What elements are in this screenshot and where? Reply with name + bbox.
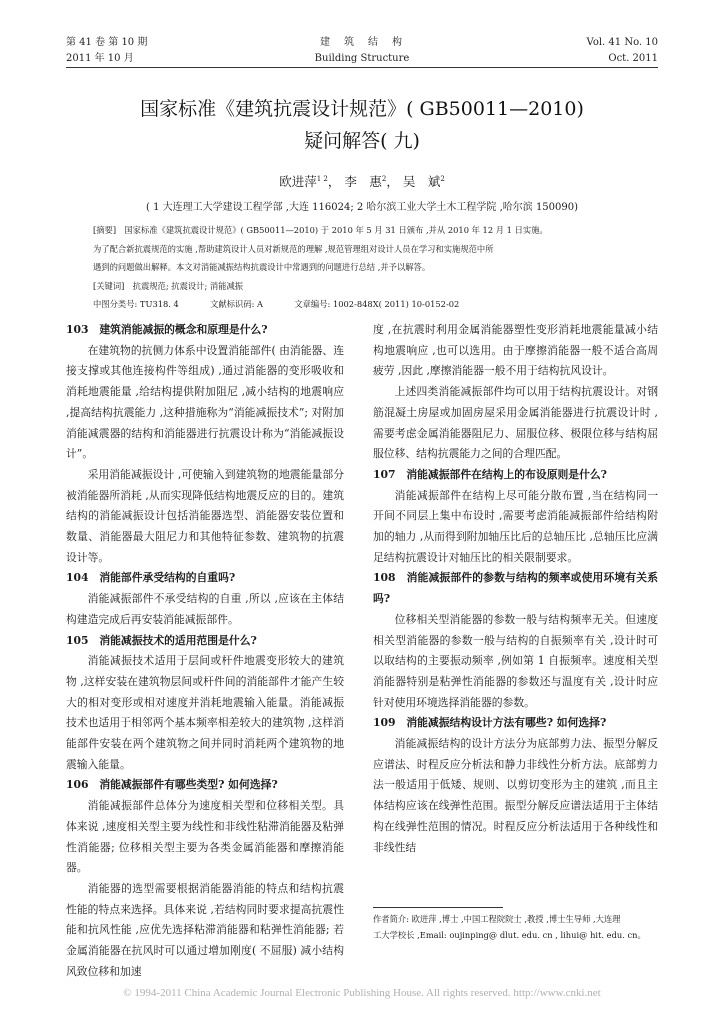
header-left-line2: 2011 年 10 月	[66, 53, 134, 64]
header-rule	[66, 67, 658, 68]
question-heading: 108 消能减振部件的参数与结构的频率或使用环境有关系吗?	[373, 571, 658, 606]
footnote-rule	[373, 907, 503, 908]
body-paragraph: 位移相关型消能器的参数一般与结构频率无关。但速度相关型消能器的参数一般与结构的自振频率有关 ,设计时可以取结构的主要振动频率 ,例如第 1 自振频率。速度相关型消能器特别是粘弹性消能器的参数还与温度有关 ,设计时应针对使用环境选择消能器的参数。	[373, 612, 658, 709]
article-number: 文章编号: 1002-848X( 2011) 10-0152-02	[294, 299, 460, 309]
body-paragraph-continued: 度 ,在抗震时利用金属消能器塑性变形消耗地震能量减小结构地震响应 ,也可以选用。由于摩擦消能器一般不适合高周疲劳 ,因此 ,摩擦消能器一般不用于结构抗风设计。	[373, 323, 658, 378]
author-name: 吴 斌	[402, 174, 441, 189]
question-heading: 109 消能减振结构设计方法有哪些? 如何选择?	[373, 716, 607, 730]
header-right-line2: Oct. 2011	[608, 53, 658, 64]
header-journal-cn: 建 筑 结 构	[320, 37, 404, 48]
article-title-line1: 国家标准《建筑抗震设计规范》( GB50011—2010)	[140, 98, 584, 120]
clc-number: 中图分类号: TU318. 4	[93, 299, 179, 309]
body-paragraph: 上述四类消能减振部件均可以用于结构抗震设计。对钢筋混凝土房屋或加固房屋采用金属消能器进行抗震设计时 ,需要考虑金属消能器阻尼力、屈服位移、极限位移与结构屈服位移、结构抗震能力之间的合理匹配。	[373, 385, 658, 461]
question-heading: 104 消能部件承受结构的自重吗?	[66, 571, 236, 585]
author-affil-mark: 2	[440, 174, 445, 183]
affiliation: ( 1 大连理工大学建设工程学部 ,大连 116024; 2 哈尔滨工业大学土木工程学院 ,哈尔滨 150090)	[145, 202, 579, 213]
author-affil-mark: 2	[381, 174, 387, 183]
author-separator: ，	[386, 174, 399, 189]
abstract-line: 为了配合新抗震规范的实施 ,帮助建筑设计人员对新规范的理解 ,规范管理组对设计人员在学习和实施规范中所	[93, 243, 494, 254]
abstract-block	[93, 221, 658, 314]
classification-line	[93, 295, 658, 314]
header-journal-en: Building Structure	[314, 53, 410, 64]
author-affil-mark: 1 2	[316, 174, 328, 183]
article-title-line2: 疑问解答( 九)	[304, 130, 420, 152]
question-heading: 105 消能减振技术的适用范围是什么?	[66, 633, 257, 647]
keywords: [关键词] 抗震规范; 抗震设计; 消能减振	[93, 280, 244, 291]
abstract-line: [摘要] 国家标准《建筑抗震设计规范》( GB50011—2010) 于 2010 年 5 月 31 日颁布 ,并从 2010 年 12 月 1 日实施。	[93, 225, 548, 235]
footnote-line: 工大学校长 ,Email: oujinping@ dlut. edu. cn , lihui@ hit. edu. cn。	[373, 929, 646, 940]
body-paragraph: 消能器的选型需要根据消能器消能的特点和结构抗震性能的特点来选择。具体来说 ,若结构同时要求提高抗震性能和抗风性能 ,应优先选择粘滞消能器和粘弹性消能器; 若金属消能器在抗风时可以通过增加刚度( 不屈服) 减小结构风致位移和加速	[66, 881, 344, 978]
author-footnote	[373, 912, 658, 943]
body-paragraph: 消能减振部件不承受结构的自重 ,所以 ,应该在主体结构建造完成后再安装消能减振部件。	[66, 592, 344, 626]
body-right-column	[373, 320, 658, 858]
body-paragraph: 采用消能减振设计 ,可使输入到建筑物的地震能量部分被消能器所消耗 ,从而实现降低结构地震反应的目的。建筑结构的消能减振设计包括消能器选型、消能器安装位置和数量、消能器最大阻尼力和其他特征参数、建筑物的抗震设计等。	[66, 467, 344, 564]
footnote-line: 作者简介: 欧进萍 ,博士 ,中国工程院院士 ,教授 ,博士生导师 ,大连理	[373, 914, 621, 924]
header-right-line1: Vol. 41 No. 10	[586, 37, 658, 48]
author-separator: ，	[327, 174, 341, 189]
question-heading: 106 消能减振部件有哪些类型? 如何选择?	[66, 778, 278, 792]
body-paragraph: 消能减振部件总体分为速度相关型和位移相关型。具体来说 ,速度相关型主要为线性和非线性粘滞消能器及粘弹性消能器; 位移相关型主要为各类金属消能器和摩擦消能器。	[66, 799, 344, 875]
body-paragraph: 消能减振部件在结构上尽可能分散布置 ,当在结构同一开间不同层上集中布设时 ,需要考虑消能减振部件给结构附加的轴力 ,从而得到附加轴压比后的总轴压比 ,总轴压比应满足结构抗震设计对轴压比的相关限制要求。	[373, 488, 658, 564]
body-left-column	[66, 320, 344, 983]
body-paragraph: 消能减振结构的设计方法分为底部剪力法、振型分解反应谱法、时程反应分析法和静力非线性分析方法。底部剪力法一般适用于低矮、规则、以剪切变形为主的建筑 ,而且主体结构应该在线弹性范围。振型分解反应谱法适用于主体结构在线弹性范围的情况。时程反应分析法适用于各种线性和非线性结	[373, 737, 658, 854]
author-name: 李 惠	[344, 174, 382, 189]
body-paragraph: 消能减振技术适用于层间或杆件地震变形较大的建筑物 ,这样安装在建筑物层间或杆件间的消能部件才能产生较大的相对变形或相对速度并消耗地震输入能量。消能减振技术也适用于相邻两个基本频率相差较大的建筑物 ,这样消能部件安装在两个建筑物之间并同时消耗两个建筑物的地震输入能量。	[66, 654, 344, 771]
document-code: 文献标识码: A	[210, 299, 264, 309]
author-name: 欧进萍	[279, 174, 317, 189]
question-heading: 103 建筑消能减振的概念和原理是什么?	[66, 323, 268, 336]
body-paragraph: 在建筑物的抗侧力体系中设置消能部件( 由消能器、连接支撑或其他连接构件等组成) ,通过消能器的变形吸收和消耗地震能量 ,给结构提供附加阻尼 ,减小结构的地震响应 ,提高结构抗震能力 ,这种措施称为“消能减振技术”; 对附加消能减震器的结构和消能器进行抗震设计称为“消能减振设计”。	[66, 343, 344, 461]
abstract-line: 遇到的问题做出解释。本文对消能减振结构抗震设计中常遇到的问题进行总结 ,并予以解答。	[93, 262, 431, 272]
header-left-line1: 第 41 卷 第 10 期	[66, 37, 148, 48]
copyright-notice: © 1994-2011 China Academic Journal Electronic Publishing House. All rights reserved. http://www.cnki.net	[123, 987, 601, 999]
question-heading: 107 消能减振部件在结构上的布设原则是什么?	[373, 467, 608, 481]
author-list	[66, 172, 658, 190]
